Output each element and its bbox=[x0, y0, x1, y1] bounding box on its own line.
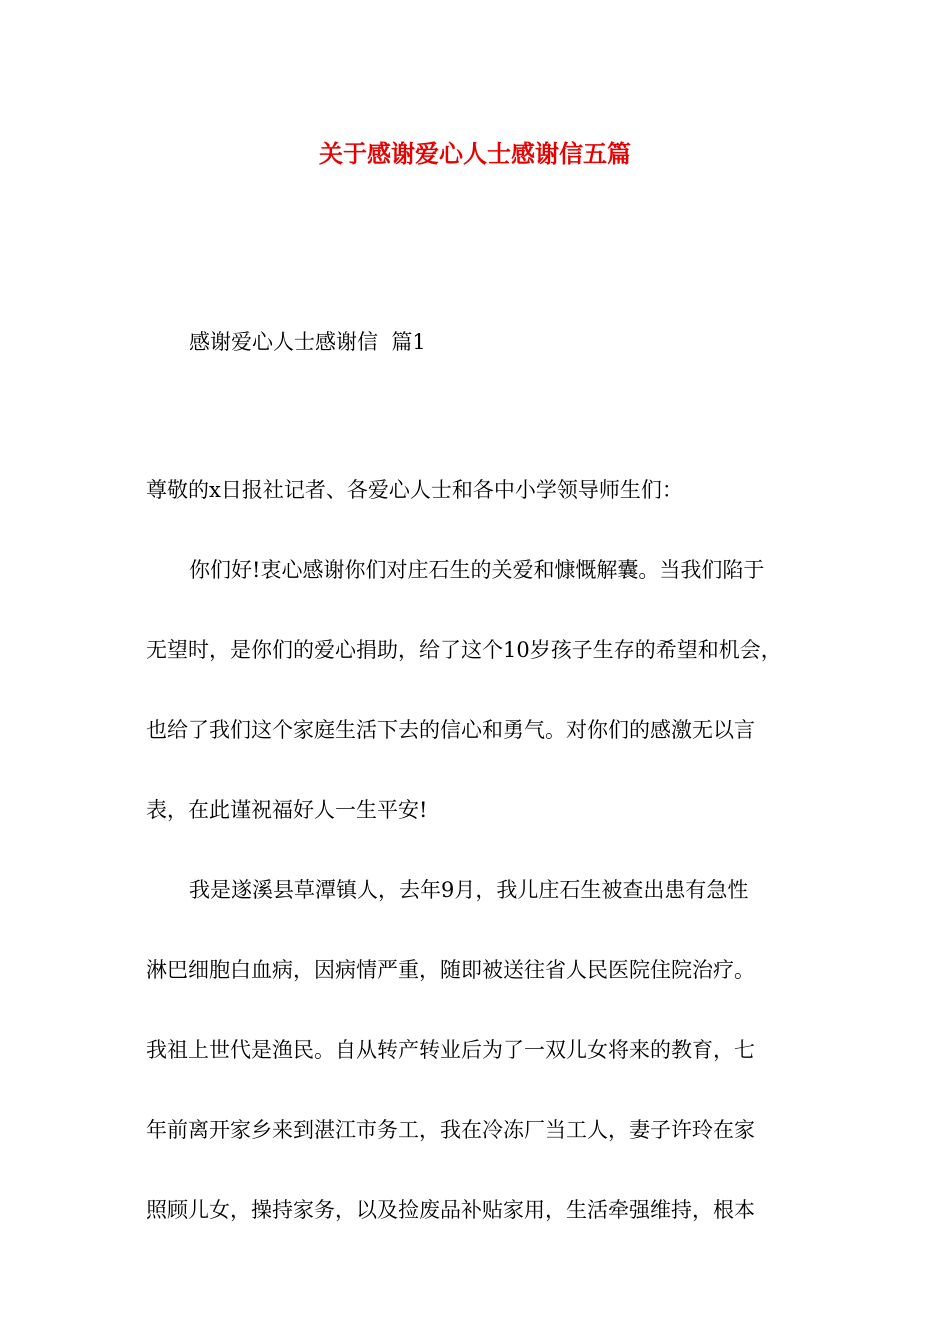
text-line: 我祖上世代是渔民。自从转产转业后为了一双儿女将来的教育，七 bbox=[146, 1038, 755, 1062]
text-line: 淋巴细胞白血病，因病情严重，随即被送往省人民医院住院治疗。 bbox=[146, 958, 755, 982]
document-title: 关于感谢爱心人士感谢信五篇 bbox=[319, 139, 631, 168]
section-heading: 感谢爱心人士感谢信 篇1 bbox=[189, 330, 426, 354]
text-line: 也给了我们这个家庭生活下去的信心和勇气。对你们的感激无以言 bbox=[146, 718, 755, 742]
text-line: 年前离开家乡来到湛江市务工，我在冷冻厂当工人，妻子许玲在家 bbox=[146, 1118, 755, 1142]
text-line: 你们好!衷心感谢你们对庄石生的关爱和慷慨解囊。当我们陷于 bbox=[189, 558, 765, 582]
text-line: 表，在此谨祝福好人一生平安! bbox=[146, 798, 428, 822]
text-line: 照顾儿女，操持家务，以及捡废品补贴家用，生活牵强维持，根本 bbox=[146, 1198, 755, 1222]
text-line: 尊敬的x日报社记者、各爱心人士和各中小学领导师生们： bbox=[146, 478, 683, 502]
letter-body bbox=[146, 472, 806, 1272]
text-line: 无望时，是你们的爱心捐助，给了这个10岁孩子生存的希望和机会， bbox=[146, 638, 782, 662]
text-line: 我是遂溪县草潭镇人，去年9月，我儿庄石生被查出患有急性 bbox=[189, 878, 749, 902]
